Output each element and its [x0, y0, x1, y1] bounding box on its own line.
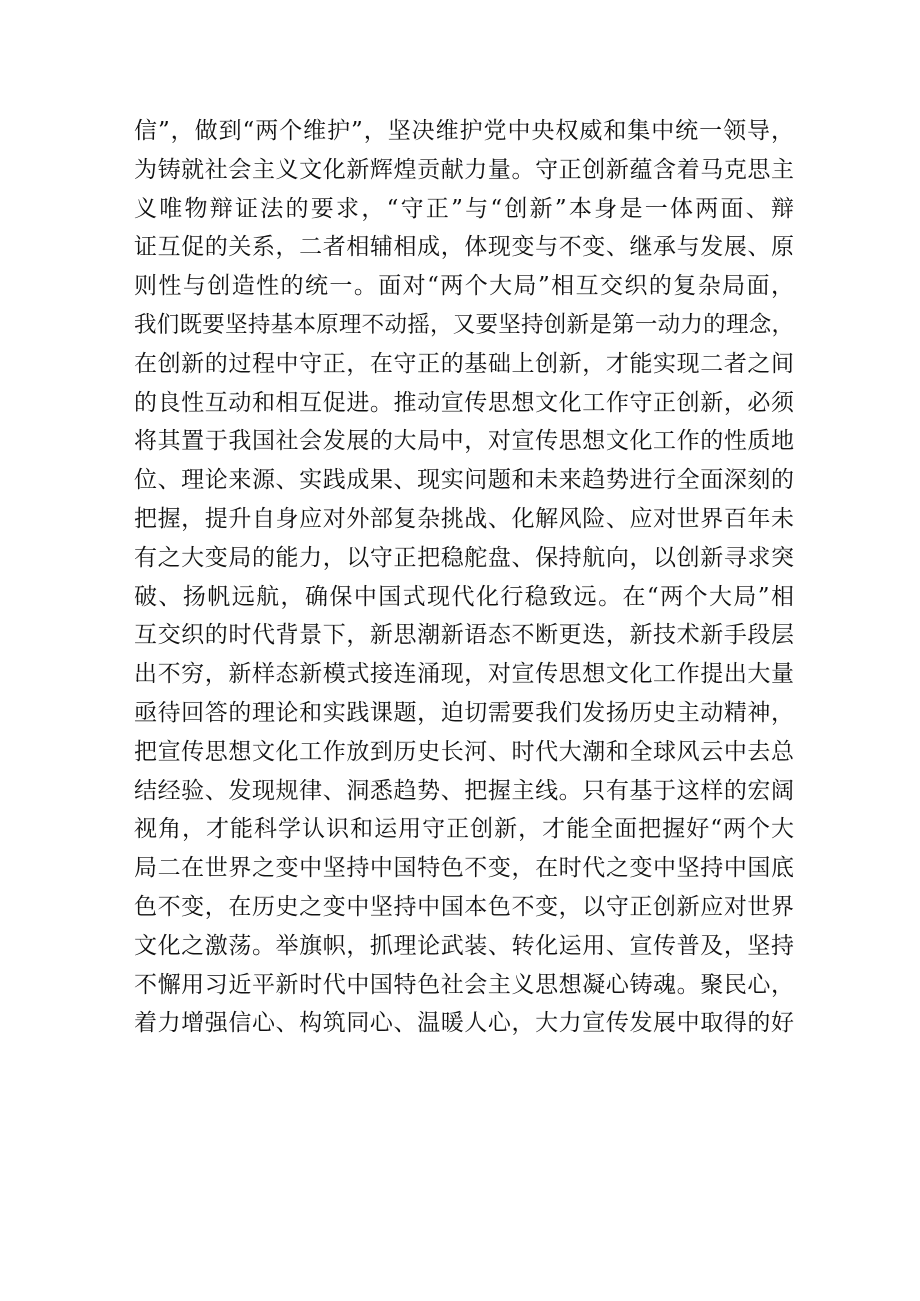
text-line: 把握，提升自身应对外部复杂挑战、化解风险、应对世界百年未 — [134, 505, 794, 532]
text-line: 互交织的时代背景下，新思潮新语态不断更迭，新技术新手段层 — [134, 622, 794, 649]
text-line: 位、理论来源、实践成果、现实问题和未来趋势进行全面深刻的 — [134, 467, 794, 494]
text-line: 把宣传思想文化工作放到历史长河、时代大潮和全球风云中去总 — [134, 738, 794, 765]
body-paragraph — [134, 112, 794, 1043]
text-line: 亟待回答的理论和实践课题，迫切需要我们发扬历史主动精神， — [134, 699, 794, 726]
text-line: 有之大变局的能力，以守正把稳舵盘、保持航向，以创新寻求突 — [134, 544, 794, 571]
text-line: 为铸就社会主义文化新辉煌贡献力量。守正创新蕴含着马克思主 — [134, 156, 794, 183]
text-line: 我们既要坚持基本原理不动摇，又要坚持创新是第一动力的理念， — [134, 311, 794, 338]
text-line: 着力增强信心、构筑同心、温暖人心，大力宣传发展中取得的好 — [134, 1010, 794, 1037]
text-line: 证互促的关系，二者相辅相成，体现变与不变、继承与发展、原 — [134, 234, 794, 261]
text-line: 的良性互动和相互促进。推动宣传思想文化工作守正创新，必须 — [134, 389, 794, 416]
text-line: 出不穷，新样态新模式接连涌现，对宣传思想文化工作提出大量 — [134, 661, 794, 688]
text-line: 文化之激荡。举旗帜，抓理论武装、转化运用、宣传普及，坚持 — [134, 932, 794, 959]
text-line: 局二在世界之变中坚持中国特色不变，在时代之变中坚持中国底 — [134, 855, 794, 882]
text-line: 视角，才能科学认识和运用守正创新，才能全面把握好“两个大 — [134, 816, 794, 843]
text-line: 义唯物辩证法的要求，“守正”与“创新”本身是一体两面、辩 — [134, 195, 794, 222]
text-line: 不懈用习近平新时代中国特色社会主义思想凝心铸魂。聚民心， — [134, 971, 794, 998]
text-line: 在创新的过程中守正，在守正的基础上创新，才能实现二者之间 — [134, 350, 794, 377]
text-line: 色不变，在历史之变中坚持中国本色不变，以守正创新应对世界 — [134, 893, 794, 920]
text-line: 将其置于我国社会发展的大局中，对宣传思想文化工作的性质地 — [134, 428, 794, 455]
text-line: 则性与创造性的统一。面对“两个大局”相互交织的复杂局面， — [134, 273, 794, 300]
text-line: 结经验、发现规律、洞悉趋势、把握主线。只有基于这样的宏阔 — [134, 777, 794, 804]
text-line: 破、扬帆远航，确保中国式现代化行稳致远。在“两个大局”相 — [134, 583, 794, 610]
text-line: 信”，做到“两个维护”，坚决维护党中央权威和集中统一领导， — [134, 118, 794, 144]
